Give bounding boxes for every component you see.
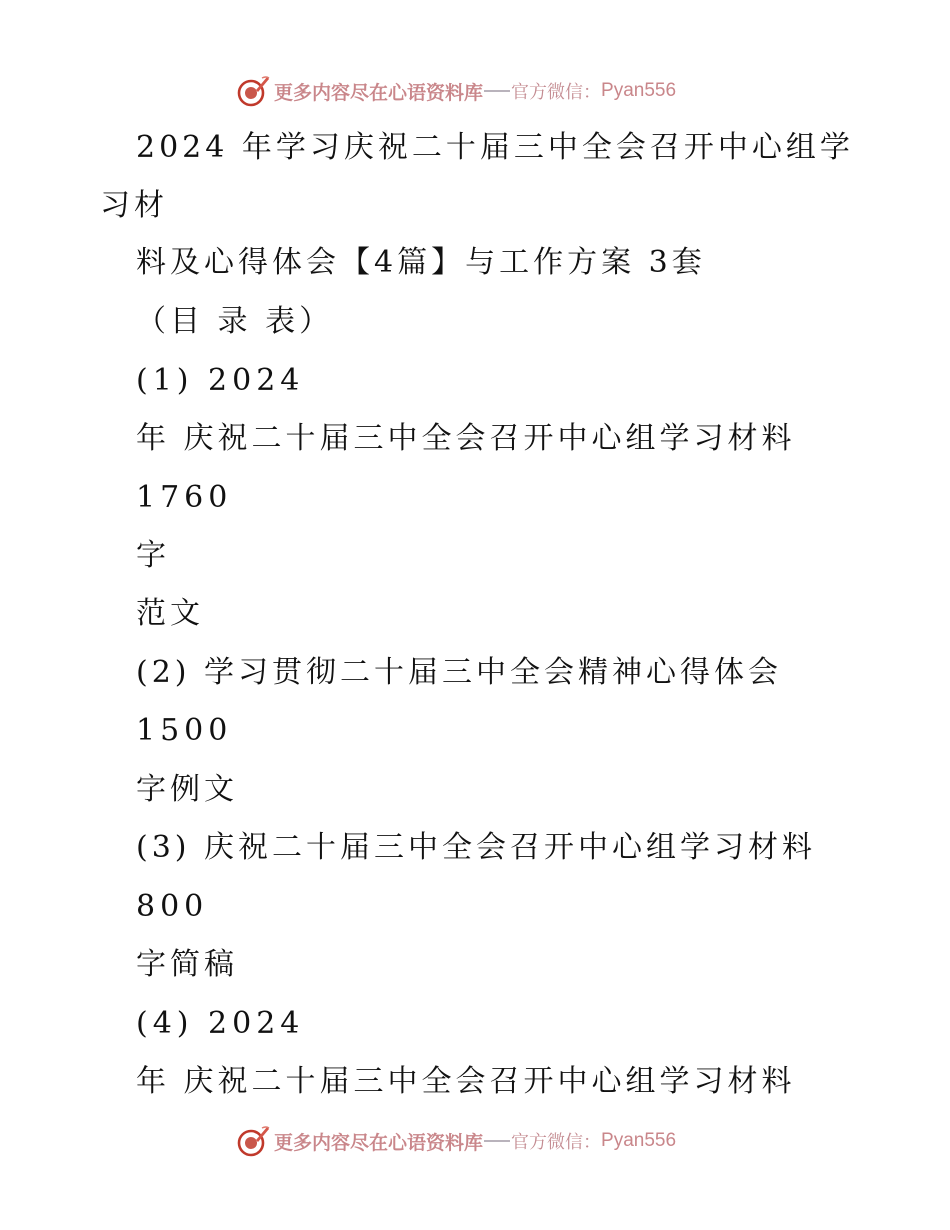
toc-item-1-count: 1760: [136, 480, 233, 515]
quill-logo-icon: [236, 1124, 270, 1158]
toc-item-4-title: 年 庆祝二十届三中全会召开中心组学习材料: [136, 1064, 796, 1099]
toc-heading: （目 录 表）: [136, 304, 334, 339]
watermark-handle: Pyan556: [601, 80, 677, 101]
toc-item-1-title: 年 庆祝二十届三中全会召开中心组学习材料: [136, 421, 796, 456]
watermark-slogan: 更多内容尽在心语资料库: [274, 81, 484, 104]
title-line-3: 料及心得体会【4篇】与工作方案 3套: [136, 245, 706, 280]
title-line-2: 习材: [100, 188, 168, 223]
toc-item-3-type: 字简稿: [136, 947, 238, 982]
toc-item-2-title: (2) 学习贯彻二十届三中全会精神心得体会: [136, 655, 783, 690]
toc-item-1-unit: 字: [136, 538, 170, 573]
watermark-banner-top: [236, 74, 676, 108]
toc-item-3-count: 800: [136, 889, 209, 924]
toc-item-1-number: (1) 2024: [136, 363, 305, 398]
watermark-dash: [484, 1140, 510, 1142]
watermark-banner-bottom: [236, 1124, 676, 1158]
watermark-wechat-label: 官方微信：: [511, 82, 602, 103]
toc-item-4-number: (4) 2024: [136, 1006, 305, 1041]
watermark-handle: Pyan556: [601, 1130, 677, 1151]
watermark-wechat-label: 官方微信：: [511, 1132, 602, 1153]
toc-item-3-title: (3) 庆祝二十届三中全会召开中心组学习材料: [136, 830, 817, 865]
toc-item-1-type: 范文: [136, 596, 204, 631]
title-line-1: 2024 年学习庆祝二十届三中全会召开中心组学: [136, 130, 854, 165]
watermark-dash: [484, 90, 510, 92]
toc-item-2-type: 字例文: [136, 772, 238, 807]
toc-item-2-count: 1500: [136, 713, 233, 748]
quill-logo-icon: [236, 74, 270, 108]
watermark-slogan: 更多内容尽在心语资料库: [274, 1131, 484, 1154]
